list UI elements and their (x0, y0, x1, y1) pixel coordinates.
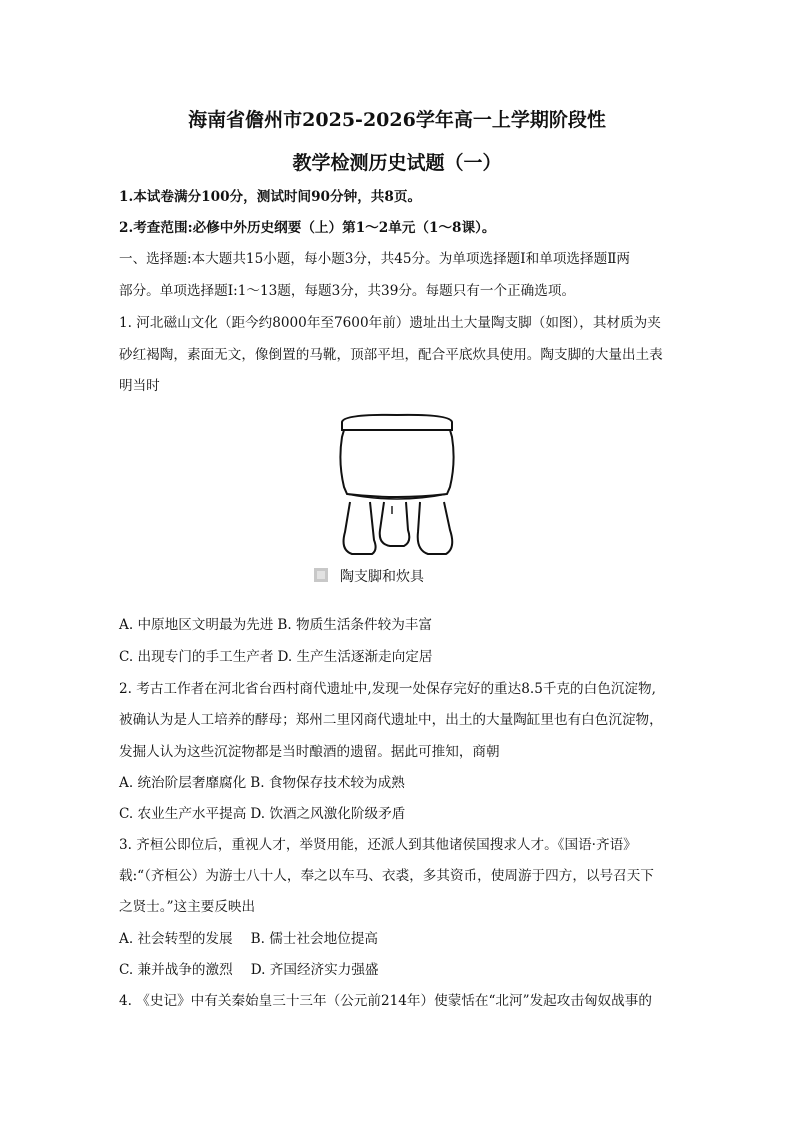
question-2-option-d: D. 饮酒之风激化阶级矛盾 (250, 806, 406, 822)
question-3-stem-line-1: 3. 齐桓公即位后，重视人才，举贤用能，还派人到其他诸侯国搜求人才。《国语·齐语》 (119, 837, 637, 853)
question-3-option-d: D. 齐国经济实力强盛 (250, 962, 379, 978)
question-1-options-row-1 (119, 613, 432, 633)
question-1-stem-line-1: 1. 河北磁山文化（距今约8000年至7600年前）遗址出土大量陶支脚（如图），其材质为夹 (119, 315, 661, 331)
question-3-option-a: A. 社会转型的发展 (119, 931, 233, 947)
pottery-support-figure (312, 402, 482, 602)
question-3-option-c: C. 兼并战争的激烈 (119, 962, 233, 978)
question-4-stem-line-1: 4. 《史记》中有关秦始皇三十三年（公元前214年）使蒙恬在“北河”发起攻击匈奴战事的 (119, 993, 652, 1009)
question-3-stem-line-2: 载:“（齐桓公）为游士八十人，奉之以车马、衣裘，多其资币，使周游于四方，以号召天下 (119, 868, 654, 884)
question-3-options-row-1 (119, 927, 378, 947)
question-2-options-row-2 (119, 802, 405, 822)
question-2-stem-line-1: 2. 考古工作者在河北省台西村商代遗址中,发现一处保存完好的重达8.5千克的白色沉淀物, (119, 681, 656, 697)
question-1-stem-line-3: 明当时 (119, 378, 160, 394)
question-1-option-b: B. 物质生活条件较为丰富 (277, 617, 432, 633)
question-2-stem-line-2: 被确认为是人工培养的酵母；郑州二里冈商代遗址中，出土的大量陶缸里也有白色沉淀物， (119, 712, 663, 728)
exam-title-line-1: 海南省儋州市2025-2026学年高一上学期阶段性 (188, 109, 606, 131)
question-1-options-row-2 (119, 645, 433, 665)
note-score: 1.本试卷满分100分，测试时间90分钟，共8页。 (119, 189, 422, 205)
section-instructions-line-2: 部分。单项选择题Ⅰ:1～13题，每题3分，共39分。每题只有一个正确选项。 (119, 283, 576, 299)
question-3-stem-line-3: 之贤士。”这主要反映出 (119, 899, 256, 915)
question-3-option-b: B. 儒士社会地位提高 (250, 931, 379, 947)
question-2-stem-line-3: 发掘人认为这些沉淀物都是当时酿酒的遗留。据此可推知，商朝 (119, 744, 500, 760)
question-1-stem-line-2: 砂红褐陶，素面无文，像倒置的马靴，顶部平坦，配合平底炊具使用。陶支脚的大量出土表 (119, 347, 663, 363)
section-instructions-line-1: 一、选择题:本大题共15小题，每小题3分，共45分。为单项选择题Ⅰ和单项选择题Ⅱ两 (119, 251, 631, 267)
question-2-option-b: B. 食物保存技术较为成熟 (250, 775, 405, 791)
note-scope: 2.考查范围:必修中外历史纲要（上）第1～2单元（1～8课）。 (119, 220, 496, 236)
question-1-option-a: A. 中原地区文明最为先进 (119, 617, 274, 633)
question-3-options-row-2 (119, 958, 379, 978)
figure-caption: 陶支脚和炊具 (340, 569, 424, 585)
question-2-options-row-1 (119, 771, 405, 791)
question-2-option-a: A. 统治阶层奢靡腐化 (119, 775, 247, 791)
exam-title-line-2: 教学检测历史试题（一） (292, 152, 502, 174)
question-1-option-c: C. 出现专门的手工生产者 (119, 649, 274, 665)
question-1-option-d: D. 生产生活逐渐走向定居 (277, 649, 433, 665)
question-2-option-c: C. 农业生产水平提高 (119, 806, 247, 822)
